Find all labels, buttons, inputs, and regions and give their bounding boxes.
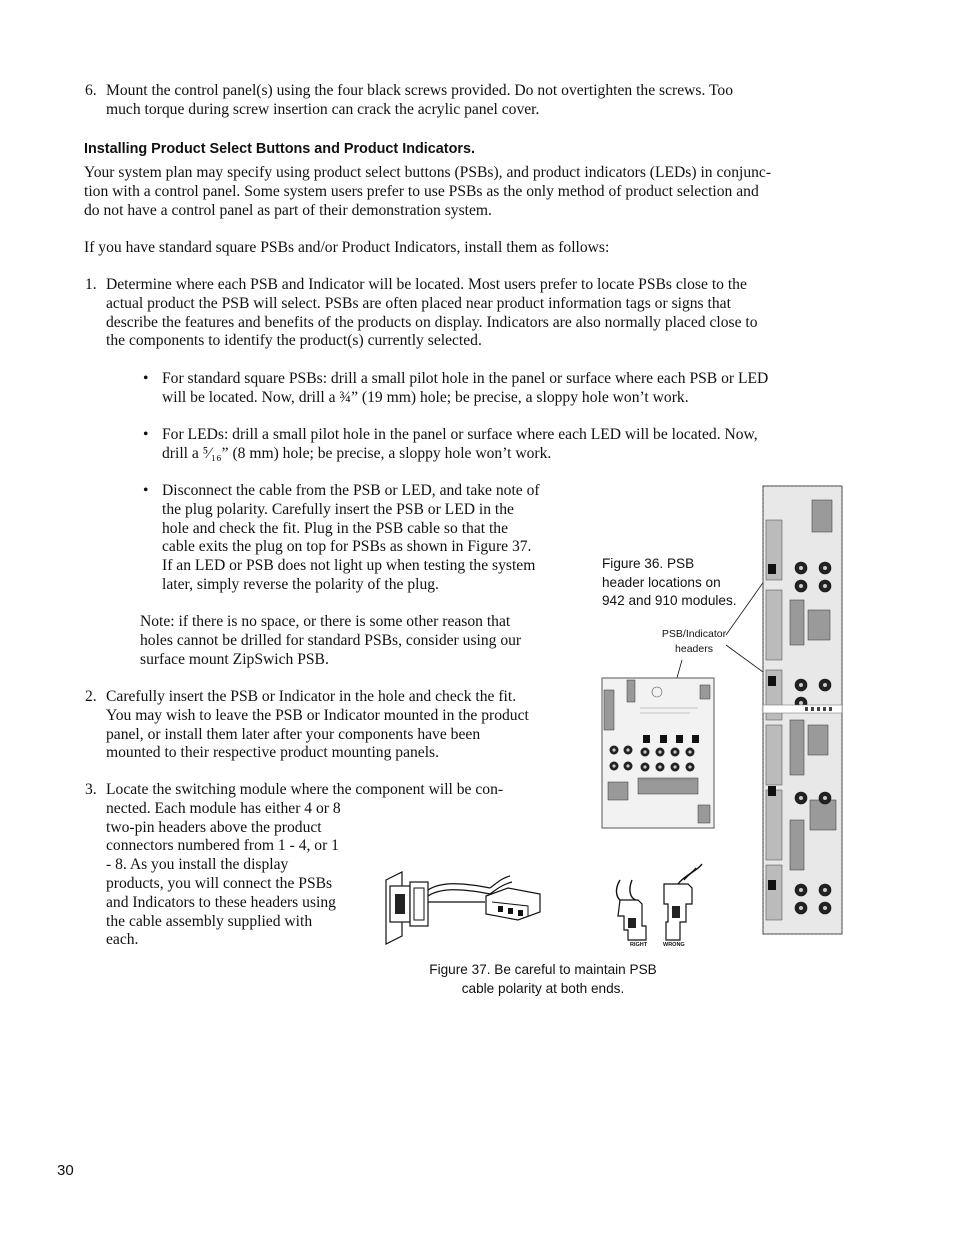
text-line: connectors numbered from 1 - 4, or 1 — [106, 837, 339, 855]
bullet-text — [162, 370, 768, 408]
text-line: mounted to their respective product mounting panels. — [106, 744, 440, 762]
step-number: 6. — [85, 82, 97, 99]
text-line: hole and check the fit. Plug in the PSB cable so that the — [162, 519, 509, 537]
text-line: For LEDs: drill a small pilot hole in the panel or surface where each LED will be located. Now, — [162, 426, 758, 443]
text-line: the components to identify the product(s) currently selected. — [106, 332, 482, 350]
text-line: Locate the switching module where the component will be con- — [106, 781, 504, 798]
note-paragraph — [140, 613, 521, 669]
text-line: each. — [106, 931, 139, 949]
text-line: describe the features and benefits of the products on display. Indicators are also normally placed close to — [106, 313, 758, 331]
bullet-symbol: • — [143, 426, 149, 443]
text-line: Carefully insert the PSB or Indicator in the hole and check the fit. — [106, 688, 517, 705]
text-line: Determine where each PSB and Indicator will be located. Most users prefer to locate PSBs close to the — [106, 276, 747, 293]
text-line: nected. Each module has either 4 or 8 — [106, 799, 341, 817]
module-910-board — [602, 678, 714, 828]
wrong-label: WRONG — [663, 942, 685, 948]
right-polarity-drawing — [617, 880, 646, 940]
intro-paragraph — [84, 164, 771, 220]
caption-line: Figure 37. Be careful to maintain PSB — [429, 962, 657, 977]
text-line: do not have a control panel as part of their demonstration system. — [84, 201, 492, 219]
figure-37-caption — [420, 961, 666, 998]
psb-plug-drawing — [486, 888, 540, 920]
text-line: much torque during screw insertion can crack the acrylic panel cover. — [106, 100, 540, 118]
text-line: Mount the control panel(s) using the four black screws provided. Do not overtighten the screws. Too — [106, 82, 733, 99]
bullet-symbol: • — [143, 482, 149, 499]
caption-line: cable polarity at both ends. — [461, 980, 625, 996]
bullet-text — [162, 426, 758, 464]
module-942-board — [763, 486, 842, 934]
text-line: the plug polarity. Carefully insert the PSB or LED in the — [162, 500, 514, 518]
caption-line: header locations on — [602, 574, 721, 590]
bullet-text — [162, 482, 540, 595]
text-line: Note: if there is no space, or there is some other reason that — [140, 613, 511, 630]
step-1-text — [106, 276, 758, 351]
text-line: the cable assembly supplied with — [106, 912, 313, 930]
step-2-text — [106, 688, 529, 763]
text-line: For standard square PSBs: drill a small pilot hole in the panel or surface where each PSB or LED — [162, 370, 769, 387]
psb-panel-drawing — [386, 872, 428, 944]
section-heading: Installing Product Select Buttons and Product Indicators. — [84, 141, 475, 157]
lead-in-paragraph: If you have standard square PSBs and/or Product Indicators, install them as follows: — [84, 239, 610, 256]
text-line: surface mount ZipSwich PSB. — [140, 650, 329, 668]
text-line: If an LED or PSB does not light up when testing the system — [162, 557, 536, 575]
text-line: products, you will connect the PSBs — [106, 874, 333, 892]
text-line: actual product the PSB will select. PSBs are often placed near product information tags or signs that — [106, 294, 731, 312]
callout-line: headers — [675, 643, 713, 655]
figure-37-illustration — [380, 860, 710, 955]
step-number: 1. — [85, 276, 97, 293]
wrong-polarity-drawing — [664, 864, 702, 940]
caption-line: 942 and 910 modules. — [602, 593, 737, 609]
right-label: RIGHT — [630, 942, 648, 948]
text-line: will be located. Now, drill a ¾” (19 mm) hole; be precise, a sloppy hole won’t work. — [162, 388, 689, 406]
text-line: - 8. As you install the display — [106, 856, 289, 874]
text-line: later, simply reverse the polarity of the plug. — [162, 575, 439, 593]
text-line: Your system plan may specify using product select buttons (PSBs), and product indicators (LEDs) in conjunc- — [84, 164, 772, 181]
text-line: and Indicators to these headers using — [106, 893, 336, 911]
page-number: 30 — [57, 1162, 74, 1179]
caption-line: Figure 36. PSB — [602, 556, 695, 571]
text-line: two-pin headers above the product — [106, 818, 322, 836]
step-6-text — [106, 82, 733, 120]
text-line: holes cannot be drilled for standard PSBs, consider using our — [140, 631, 522, 649]
text-line: drill a ⁵⁄₁₆” (8 mm) hole; be precise, a sloppy hole won’t work. — [162, 444, 552, 462]
text-line: Disconnect the cable from the PSB or LED, and take note of — [162, 482, 540, 499]
text-line: cable exits the plug on top for PSBs as shown in Figure 37. — [162, 538, 532, 556]
text-line: You may wish to leave the PSB or Indicator mounted in the product — [106, 706, 529, 724]
text-line: panel, or install them later after your components have been — [106, 725, 481, 743]
step-number: 3. — [85, 781, 97, 798]
bullet-symbol: • — [143, 370, 149, 387]
callout-line: PSB/Indicator — [661, 628, 727, 640]
step-number: 2. — [85, 688, 97, 705]
text-line: tion with a control panel. Some system users prefer to use PSBs as the only method of product selection and — [84, 182, 759, 200]
